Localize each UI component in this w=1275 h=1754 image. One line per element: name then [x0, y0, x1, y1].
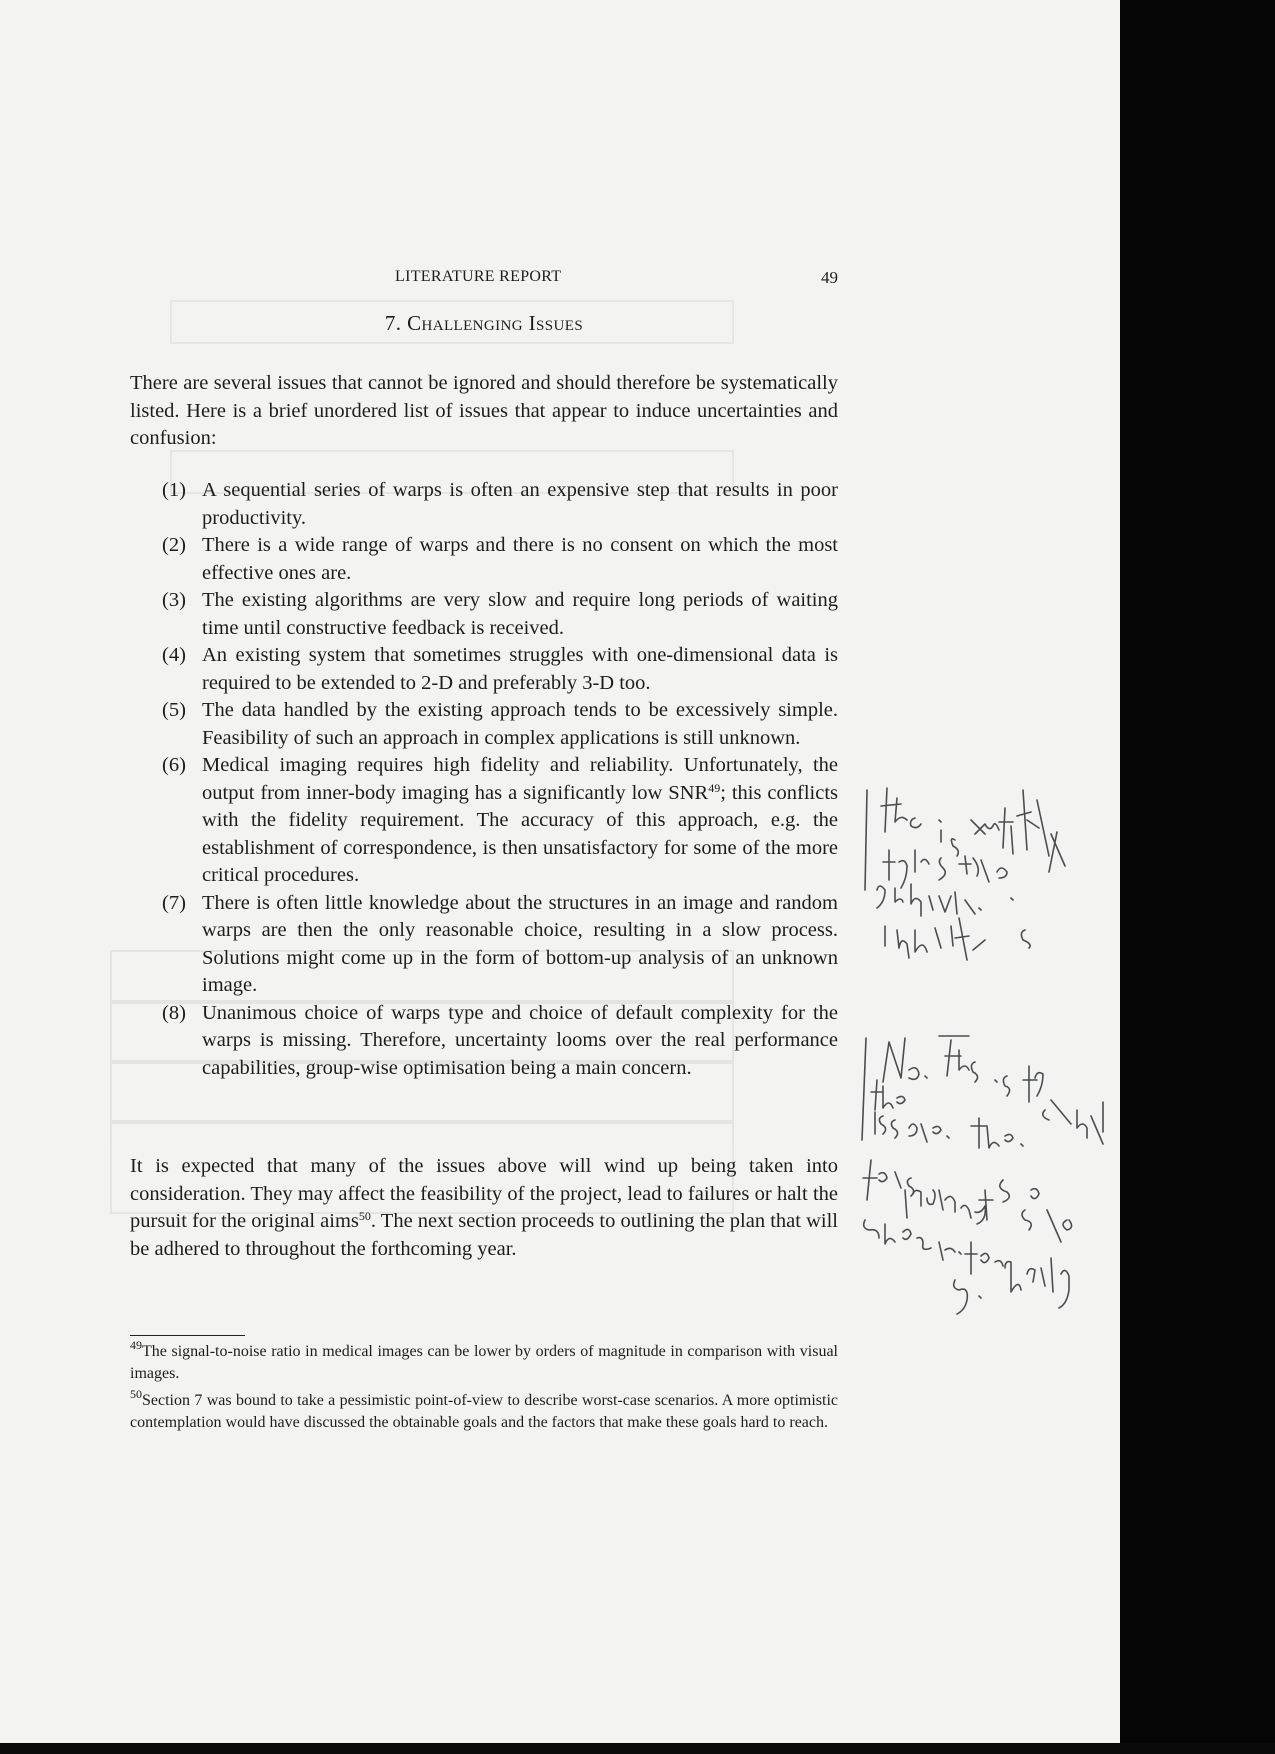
page-number: 49 [821, 268, 838, 287]
annotation-scribble-2 [863, 1036, 1103, 1314]
section-title: Challenging Issues [407, 311, 584, 335]
list-item-number: (6) [162, 754, 186, 776]
section-heading [130, 311, 838, 336]
list-item [162, 697, 838, 752]
annotation-scribble-1 [877, 788, 1065, 960]
conclusion-text-cont: . The next section proceeds to outlining the plan that will be adhered to throughout the forthcoming year. [130, 1210, 838, 1260]
issues-list [162, 477, 838, 1082]
list-item [162, 642, 838, 697]
list-item-text: Unanimous choice of warps type and choice of default complexity for the warps is missing. Therefore, uncertainty looms over the real performance capabilities, group-wise optimisation being a main concern. [202, 1001, 838, 1079]
intro-paragraph: There are several issues that cannot be ignored and should therefore be systematically listed. Here is a brief unordered list of issues that appear to induce uncertainties and confusion: [130, 372, 838, 449]
conclusion-paragraph [130, 1153, 838, 1263]
list-item-text: A sequential series of warps is often an expensive step that results in poor productivity. [202, 479, 838, 529]
list-item-text: The data handled by the existing approach tends to be excessively simple. Feasibility of such an approach in complex applications is still unknown. [202, 699, 838, 749]
footnote-ref[interactable]: 50 [358, 1209, 371, 1223]
list-item-text: The existing algorithms are very slow and require long periods of waiting time until constructive feedback is received. [202, 589, 838, 639]
list-item-text: There is often little knowledge about the structures in an image and random warps are then the only reasonable choice, resulting in a slow process. Solutions might come up in the form of bottom-up analysis of an unknown image. [202, 891, 838, 996]
list-item [162, 587, 838, 642]
scan-margin-bottom [0, 1743, 1275, 1754]
list-item [162, 1000, 838, 1083]
list-item-number: (7) [162, 891, 186, 914]
handwritten-annotations [855, 780, 1115, 1340]
running-title: LITERATURE REPORT [395, 268, 562, 285]
list-item [162, 477, 838, 532]
footnote-text: Section 7 was bound to take a pessimistic point-of-view to describe worst-case scenarios. A more optimistic contemplation would have discussed the obtainable goals and the factors that make these goals hard to reach. [130, 1392, 838, 1431]
list-item-number: (2) [162, 534, 186, 556]
list-item-text: Medical imaging requires high fidelity and reliability. Unfortunately, the output from inner-body imaging has a significantly low SNR [202, 754, 838, 804]
footnote [130, 1387, 838, 1433]
conclusion-text: It is expected that many of the issues above will wind up being taken into consideration. They may affect the feasibility of the project, lead to failures or halt the pursuit for the original aims [130, 1155, 838, 1232]
margin-bracket-upper [865, 790, 867, 890]
list-item [162, 752, 838, 890]
list-item-text: There is a wide range of warps and there is no consent on which the most effective ones are. [202, 534, 838, 584]
footnote-rule [130, 1335, 245, 1336]
list-item-text: An existing system that sometimes struggles with one-dimensional data is required to be extended to 2-D and preferably 3-D too. [202, 644, 838, 694]
list-item-text-cont: ; this conflicts with the fidelity requirement. The accuracy of this approach, e.g. the establishment of correspondence, is then unsatisfactory for some of the more critical procedures. [202, 781, 839, 886]
footnote-text: The signal-to-noise ratio in medical images can be lower by orders of magnitude in comparison with visual images. [130, 1343, 838, 1382]
footnote [130, 1338, 838, 1384]
list-item [162, 532, 838, 587]
list-item [162, 890, 838, 1000]
footnotes [130, 1338, 838, 1439]
footnote-number: 50 [130, 1387, 142, 1401]
list-item-number: (3) [162, 589, 186, 611]
margin-bracket-lower [862, 1038, 866, 1140]
list-item-number: (1) [162, 479, 186, 501]
list-item-number: (8) [162, 1001, 186, 1024]
list-item-number: (5) [162, 699, 186, 721]
footnote-ref[interactable]: 49 [708, 780, 721, 795]
footnote-number: 49 [130, 1338, 142, 1352]
section-number: 7. [384, 311, 402, 335]
list-item-number: (4) [162, 644, 186, 666]
scan-margin-right [1120, 0, 1275, 1754]
